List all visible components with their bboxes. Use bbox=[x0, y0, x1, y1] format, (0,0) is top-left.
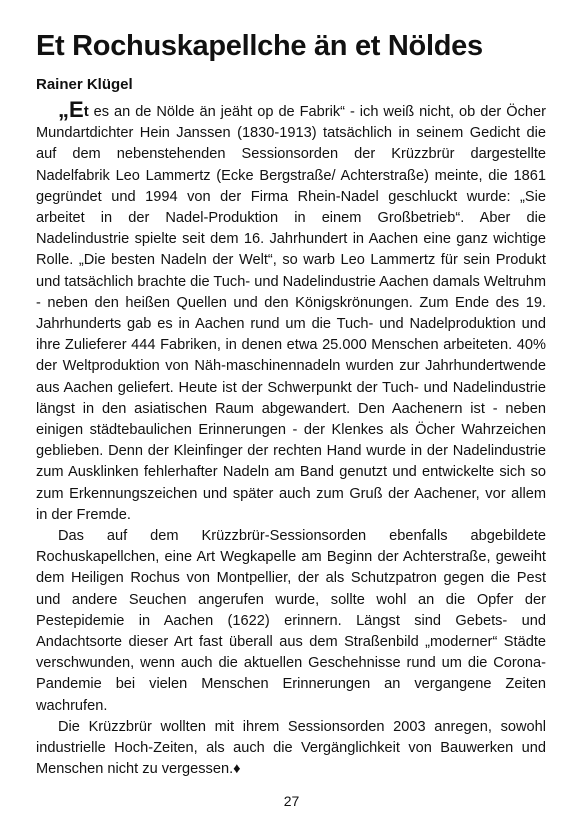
article-author: Rainer Klügel bbox=[36, 76, 133, 93]
article-body bbox=[36, 97, 546, 781]
page-number: 27 bbox=[283, 793, 300, 809]
drop-cap: „E bbox=[58, 97, 84, 122]
paragraph-3: Die Krüzzbrür wollten mit ihrem Sessionsorden 2003 anregen, sowohl industrielle Hoch-Zeiten, als auch die Vergänglichkeit von Bauwerken und Menschen nicht zu vergessen.♦ bbox=[36, 718, 546, 778]
article bbox=[36, 28, 546, 781]
paragraph-1 bbox=[36, 97, 546, 526]
article-title: Et Rochuskapellche än et Nöldes bbox=[36, 30, 483, 62]
drop-cap-tail: t bbox=[83, 103, 89, 120]
paragraph-1-text: es an de Nölde än jeäht op de Fabrik“ - ich weiß nicht, ob der Öcher Mundartdichter Hein Janssen (1830-1913) tatsächlich in seinem Gedicht die auf dem nebenstehenden Sessionsorden der Krüzzbrür dargestellte Nadelfabrik Leo Lammertz (Ecke Bergstraße/ Achterstraße) meinte, die 1861 gegründet und 1994 von der Firma Rhein-Nadel geschluckt wurde: „Sie arbeitet in der Nadel-Produktion in einem Großbetrieb“. Aber die Nadelindustrie spielte seit dem 16. Jahrhundert in Aachen eine ganz wichtige Rolle. „Die besten Nadeln der Welt“, so warb Leo Lammertz für sein Produkt und tatsächlich brachte die Tuch- und Nadelindustrie Aachen damals Weltruhm - neben den heißen Quellen und den Königskrönungen. Zum Ende des 19. Jahrhunderts gab es in Aachen rund um die Tuch- und Nadelproduktion und ihre Zulieferer 444 Fabriken, in denen etwa 25.000 Menschen arbeiteten. 40% der Weltproduktion von Näh-maschinennadeln wurden zur Jahrhundertwende aus Aachen geliefert. Heute ist der Schwerpunkt der Tuch- und Nadelindustrie längst in den asiatischen Raum abgewandert. Den Aachenern ist - neben einigen städtebaulichen Erinnerungen - der Klenkes als Öcher Wahrzeichen geblieben. Denn der Kleinfinger der rechten Hand wurde in der Nadelindustrie zum Ausklinken fehlerhafter Nadeln am Band genutzt und entwickelte sich so zum Erkennungszeichen und später auch zum Gruß der Aachener, vor allem in der Fremde. bbox=[36, 104, 546, 523]
paragraph-2: Das auf dem Krüzzbrür-Sessionsorden ebenfalls abgebildete Rochuskapellchen, eine Art Wegkapelle am Beginn der Achterstraße, geweiht dem Heiligen Rochus von Montpellier, der als Schutzpatron gegen die Pest und andere Seuchen angerufen wurde, sollte wohl an die Opfer der Pestepidemie in Aachen (1622) erinnern. Längst sind Gebets- und Andachtsorte dieser Art fast überall aus dem Straßenbild „moderner“ Städte verschwunden, wenn auch die aktuellen Geschehnisse rund um die Corona-Pandemie bei vielen Menschen Erinnerungen an vergangene Zeiten wachrufen. bbox=[36, 528, 546, 714]
